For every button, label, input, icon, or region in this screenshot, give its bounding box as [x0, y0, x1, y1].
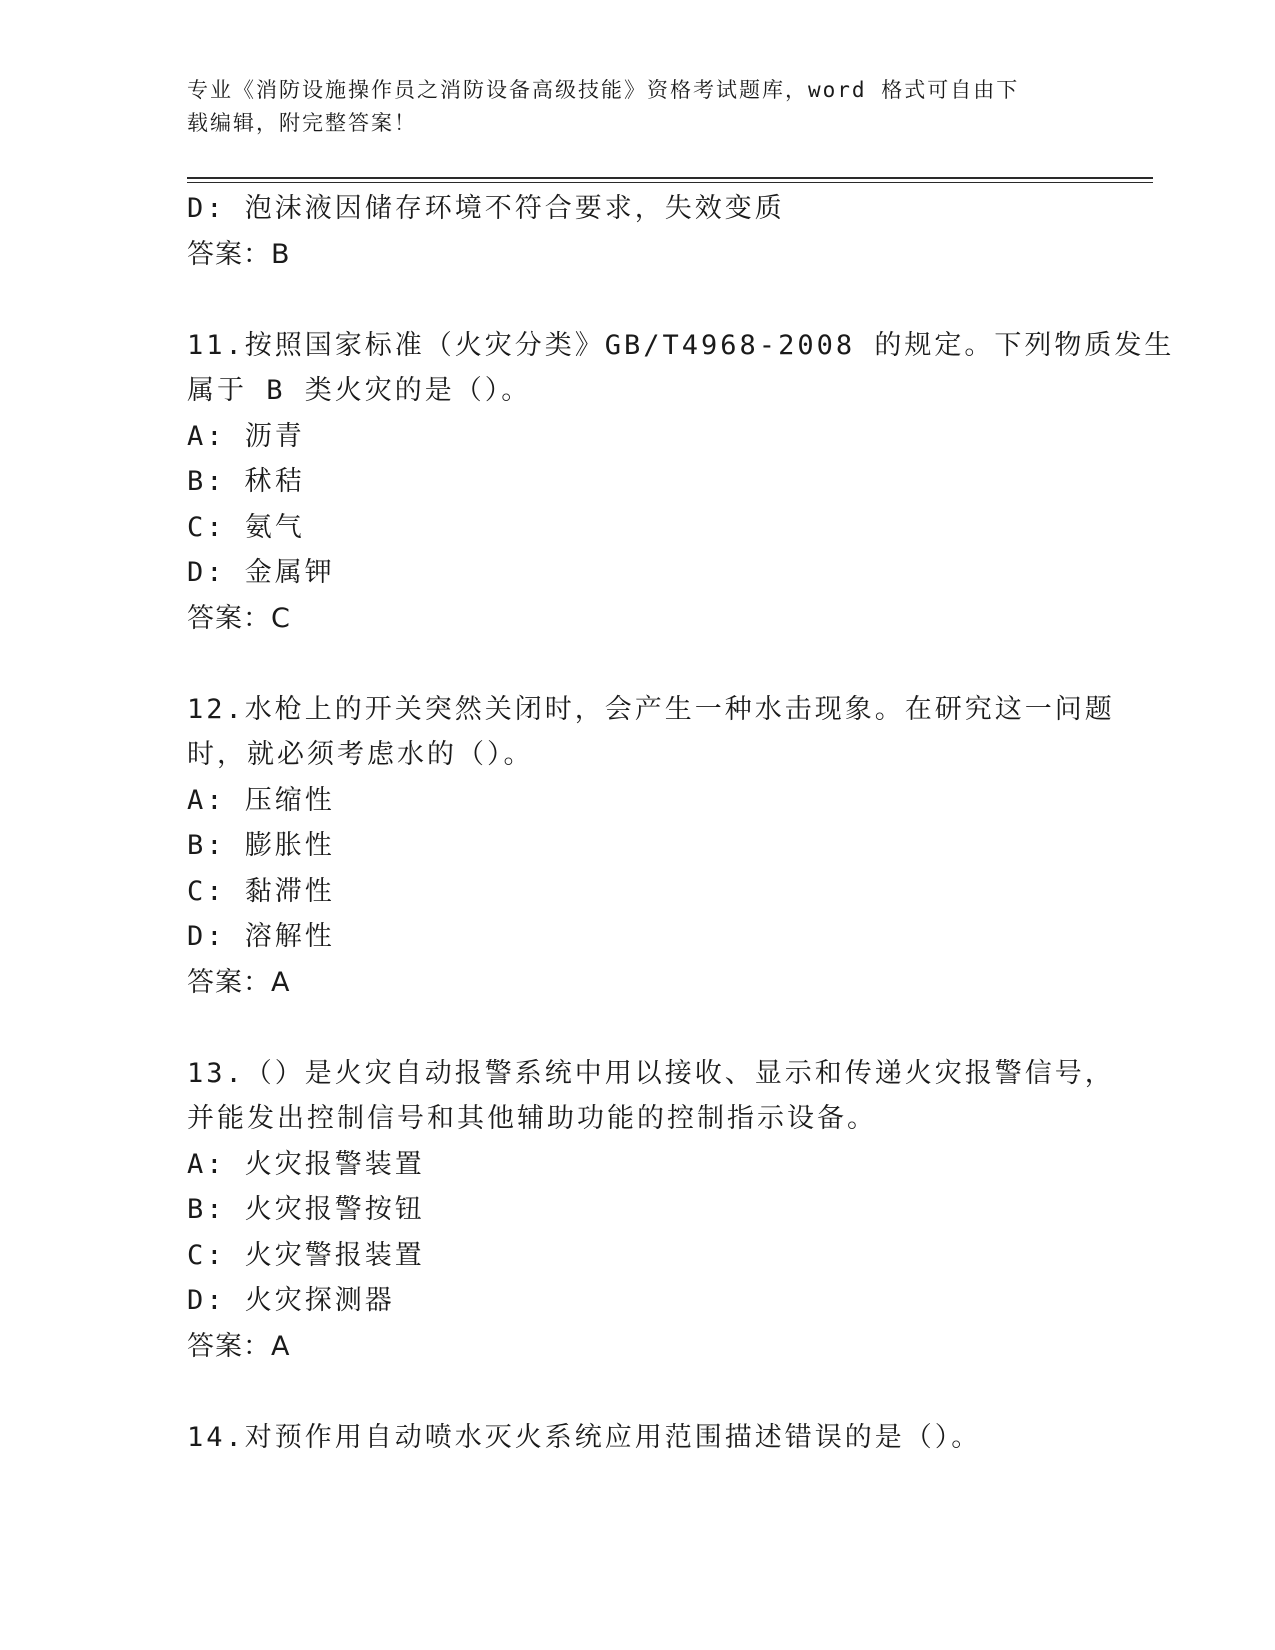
header-divider-thick — [187, 177, 1153, 179]
option-d: D: 火灾探测器 — [187, 1285, 395, 1316]
option-a: A: 沥青 — [187, 420, 305, 452]
question-stem: 12.水枪上的开关突然关闭时，会产生一种水击现象。在研究这一问题 — [187, 693, 1115, 725]
option-a: A: 火灾报警装置 — [187, 1148, 425, 1180]
question-stem-continued: 时，就必须考虑水的（）。 — [187, 739, 534, 770]
answer-line: 答案：A — [187, 1330, 291, 1362]
page-header — [187, 74, 1067, 140]
header-line-1: 专业《消防设施操作员之消防设备高级技能》资格考试题库，word 格式可自由下 — [187, 78, 1020, 102]
question-stem-continued: 属于 B 类火灾的是（）。 — [187, 375, 532, 406]
question-stem: 11.按照国家标准（火灾分类》GB/T4968-2008 的规定。下列物质发生 — [187, 329, 1175, 361]
question-stem: 14.对预作用自动喷水灭火系统应用范围描述错误的是（）。 — [187, 1421, 982, 1453]
option-c: C: 火灾警报装置 — [187, 1239, 425, 1271]
answer-line: 答案：A — [187, 966, 291, 998]
spacer — [187, 277, 1087, 323]
header-line-2: 载编辑，附完整答案！ — [187, 111, 417, 135]
spacer — [187, 1369, 1087, 1415]
option-d: D: 金属钾 — [187, 557, 335, 588]
question-block-14 — [187, 1415, 1087, 1461]
option-b: B: 火灾报警按钮 — [187, 1194, 425, 1225]
question-stem: 13.（）是火灾自动报警系统中用以接收、显示和传递火灾报警信号， — [187, 1057, 1115, 1089]
spacer — [187, 1005, 1087, 1051]
question-block-12 — [187, 687, 1115, 1006]
option-c: C: 氨气 — [187, 511, 305, 543]
option-c: C: 黏滞性 — [187, 875, 335, 907]
answer-line: 答案：C — [187, 602, 291, 634]
question-block-11 — [187, 323, 1175, 642]
header-divider-thin — [187, 182, 1153, 183]
spacer — [187, 641, 1087, 687]
question-content — [187, 186, 1175, 1460]
option-b: B: 秫秸 — [187, 466, 305, 497]
option-d: D: 泡沫液因储存环境不符合要求，失效变质 — [187, 193, 785, 224]
option-d: D: 溶解性 — [187, 921, 335, 952]
option-b: B: 膨胀性 — [187, 830, 335, 861]
answer-line: 答案：B — [187, 238, 291, 270]
question-stem-continued: 并能发出控制信号和其他辅助功能的控制指示设备。 — [187, 1103, 877, 1134]
question-block-13 — [187, 1051, 1115, 1370]
option-a: A: 压缩性 — [187, 784, 335, 816]
